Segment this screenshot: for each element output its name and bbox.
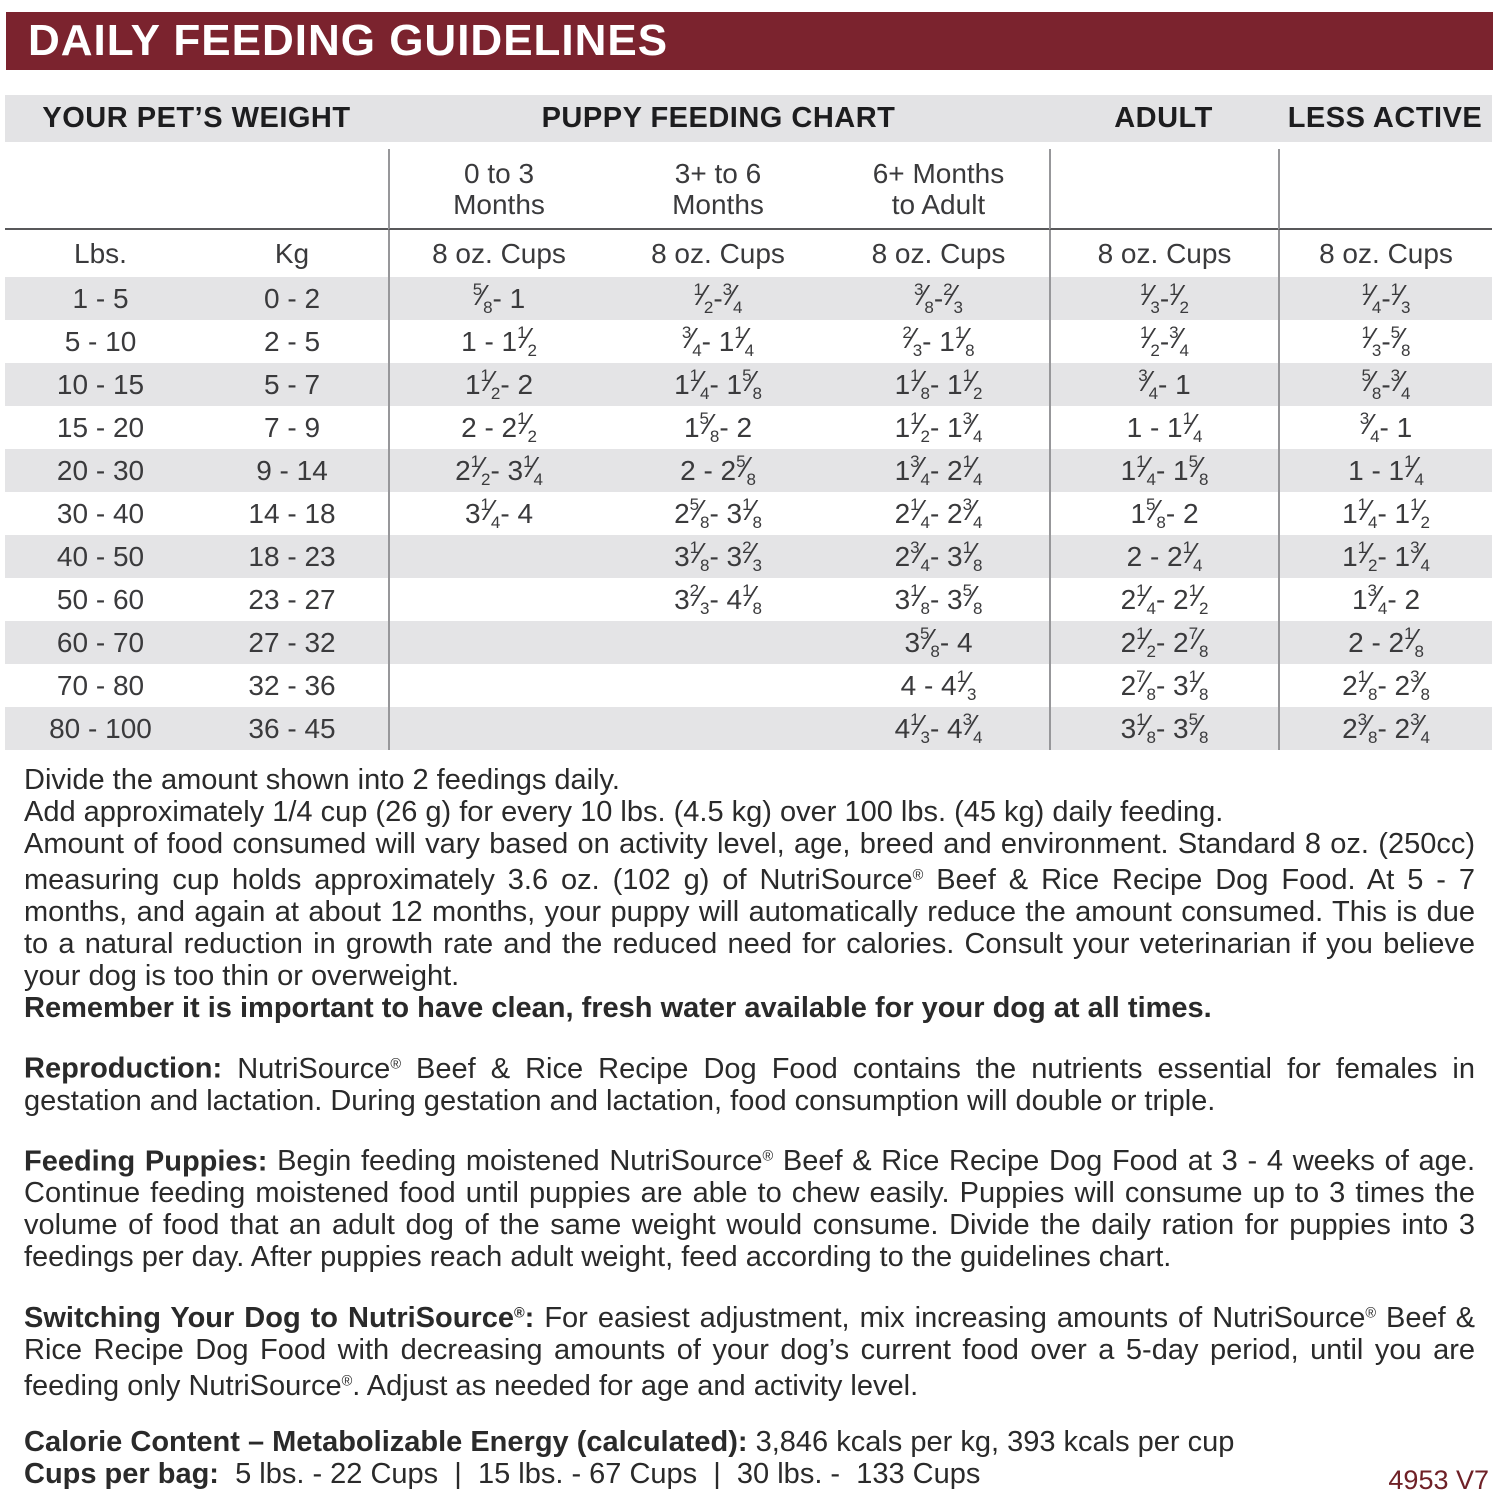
table-cell: 50 - 60	[56, 583, 145, 615]
table-cell: 2 - 2 $^1⁄_8$	[1278, 621, 1492, 664]
fraction: $^5⁄_8$	[689, 494, 710, 532]
fraction: $^1⁄_4$	[480, 494, 501, 532]
fraction: $^3⁄_8$	[914, 279, 934, 317]
table-cell: $^3⁄_4$ - 1	[1278, 406, 1492, 449]
fraction: $^1⁄_8$	[1357, 666, 1378, 704]
fraction: $^1⁄_8$	[689, 537, 710, 575]
table-cell: $^5⁄_8$ - $^3⁄_4$	[1278, 363, 1492, 406]
fraction: $^3⁄_4$	[1359, 408, 1380, 446]
fraction: $^1⁄_2$	[1169, 279, 1189, 317]
table-cell: 1 - 5	[5, 277, 196, 320]
table-cell: 40 - 50	[5, 535, 196, 578]
table-cell: $^3⁄_8$ - $^2⁄_3$	[828, 277, 1049, 320]
fraction: $^3⁄_4$	[1410, 537, 1430, 575]
fraction: $^3⁄_4$	[1169, 322, 1189, 360]
table-cell: 3 $^1⁄_4$ - 4	[388, 492, 608, 535]
registered-mark: ®	[1365, 1305, 1377, 1322]
table-cell: 3+ to 6 Months	[608, 149, 828, 230]
note-paragraph	[24, 828, 1475, 992]
table-cell: $^1⁄_2$ - $^3⁄_4$	[1049, 320, 1278, 363]
fraction: $^1⁄_2$	[1188, 580, 1209, 618]
table-cell: 2 $^1⁄_2$ - 3 $^1⁄_4$	[388, 449, 608, 492]
table-cell: 2 - 5	[263, 325, 321, 357]
table-cell: 32 - 36	[248, 669, 336, 701]
table-cell: 4 - 4 $^1⁄_3$	[900, 666, 977, 704]
fraction: $^3⁄_8$	[1410, 666, 1430, 704]
table-cell: 5 - 7	[196, 363, 388, 406]
table-cell: 60 - 70	[5, 621, 196, 664]
fraction: $^3⁄_4$	[1367, 580, 1388, 618]
fraction: $^1⁄_2$	[517, 408, 537, 446]
table-cell: $^1⁄_3$ - $^5⁄_8$	[1278, 320, 1492, 363]
table-cell: 4 $^1⁄_3$ - 4 $^3⁄_4$	[828, 707, 1049, 750]
table-cell: 3 $^1⁄_8$ - 3 $^2⁄_3$	[608, 535, 828, 578]
fraction: $^5⁄_8$	[736, 451, 756, 489]
table-cell: 6+ Months to Adult	[828, 149, 1049, 230]
note-text: For easiest adjustment, mix increasing amounts of NutriSource® Beef & Rice Recipe Dog Food with decreasing amounts of your dog’s current food over a 5-day period, until you are feeding only NutriSource®. Adjust as needed for age and activity level.	[24, 1301, 1476, 1403]
fraction: $^1⁄_3$	[956, 666, 977, 704]
feeding-table-grid	[5, 149, 1492, 750]
table-cell	[388, 664, 608, 707]
table-cell: 9 - 14	[196, 449, 388, 492]
table-cell: $^3⁄_4$ - 1	[1049, 363, 1278, 406]
table-cell: 70 - 80	[56, 669, 145, 701]
note-paragraph	[24, 992, 1475, 1024]
registered-mark: ®	[341, 1373, 353, 1390]
fraction: $^3⁄_4$	[722, 279, 743, 317]
fraction: $^1⁄_2$	[517, 322, 537, 360]
table-cell: 80 - 100	[5, 707, 196, 750]
table-cell: 1 $^1⁄_2$ - 1 $^3⁄_4$	[1278, 535, 1492, 578]
table-cell: $^1⁄_3$ - $^1⁄_2$	[1049, 277, 1278, 320]
note-paragraph	[24, 796, 1475, 828]
fraction: $^5⁄_8$	[742, 365, 762, 403]
fraction: $^5⁄_8$	[962, 580, 983, 618]
table-cell: 2 - 2 $^1⁄_2$	[388, 406, 608, 449]
table-cell: 15 - 20	[56, 411, 145, 443]
table-cell: $^1⁄_4$ - $^1⁄_3$	[1278, 277, 1492, 320]
note-text: NutriSource® Beef & Rice Recipe Dog Food contains the nutrients essential for females in gestation and lactation. During gestation and lactation, food consumption will double or triple.	[24, 1052, 1476, 1117]
table-cell: 3 $^5⁄_8$ - 4	[828, 621, 1049, 664]
note-lead-text: Remember it is important to have clean, fresh water available for your dog at all times.	[24, 992, 1212, 1025]
fraction: $^5⁄_8$	[1361, 365, 1382, 403]
note-lead-text: Reproduction:	[24, 1052, 238, 1085]
table-cell: 1 - 1 $^1⁄_4$	[1049, 406, 1278, 449]
fraction: $^1⁄_4$	[1361, 279, 1382, 317]
table-cell: 1 $^5⁄_8$ - 2	[683, 408, 753, 446]
fraction: $^7⁄_8$	[1136, 666, 1156, 704]
fraction: $^1⁄_8$	[742, 580, 762, 618]
fraction: $^1⁄_8$	[1136, 709, 1156, 747]
note-lead-text: Feeding Puppies:	[24, 1145, 278, 1178]
fraction: $^1⁄_8$	[962, 537, 983, 575]
fraction: $^5⁄_8$	[1188, 451, 1209, 489]
table-cell: 8 oz. Cups	[871, 237, 1006, 269]
fraction: $^1⁄_3$	[1140, 279, 1160, 317]
table-cell: 1 $^1⁄_2$ - 1 $^3⁄_4$	[894, 408, 983, 446]
fraction: $^1⁄_4$	[1404, 451, 1424, 489]
table-cell: 30 - 40	[56, 497, 145, 529]
group-header-puppy-chart: PUPPY FEEDING CHART	[541, 102, 896, 134]
table-cell: 8 oz. Cups	[1049, 230, 1278, 277]
table-cell: 2 $^1⁄_4$ - 2 $^3⁄_4$	[894, 494, 983, 532]
fraction: $^1⁄_8$	[910, 365, 930, 403]
table-group-header-band	[5, 95, 1492, 142]
fraction: $^1⁄_8$	[954, 322, 975, 360]
table-cell: 3 $^1⁄_8$ - 3 $^5⁄_8$	[1049, 707, 1278, 750]
fraction: $^3⁄_4$	[910, 451, 930, 489]
table-cell: 27 - 32	[196, 621, 388, 664]
fraction: $^1⁄_4$	[1357, 494, 1378, 532]
fraction: $^3⁄_4$	[1410, 709, 1430, 747]
fraction: $^5⁄_8$	[1146, 494, 1166, 532]
table-cell: 1 - 1 $^1⁄_2$	[388, 320, 608, 363]
fraction: $^2⁄_3$	[742, 537, 762, 575]
table-cell: 0 to 3 Months	[388, 149, 608, 230]
fraction: $^3⁄_4$	[962, 494, 983, 532]
group-header-less-active: LESS ACTIVE	[1287, 102, 1483, 134]
fraction: $^1⁄_2$	[1140, 322, 1160, 360]
table-cell: $^2⁄_3$ - 1 $^1⁄_8$	[902, 322, 975, 360]
fraction: $^1⁄_8$	[910, 580, 930, 618]
fraction: $^5⁄_8$	[920, 623, 940, 661]
fraction: $^5⁄_8$	[1390, 322, 1411, 360]
fraction: $^5⁄_8$	[1188, 709, 1209, 747]
table-cell: 2 $^1⁄_8$ - 2 $^3⁄_8$	[1278, 664, 1492, 707]
fraction: $^1⁄_2$	[480, 365, 501, 403]
fraction: $^3⁄_8$	[1357, 709, 1378, 747]
table-cell: 3 $^2⁄_3$ - 4 $^1⁄_8$	[674, 580, 762, 618]
fraction: $^2⁄_3$	[943, 279, 963, 317]
feeding-notes	[24, 764, 1475, 1490]
table-cell	[1049, 149, 1278, 230]
table-cell: 1 - 1 $^1⁄_4$	[1278, 449, 1492, 492]
table-cell: 2 $^1⁄_4$ - 2 $^1⁄_2$	[1049, 578, 1278, 621]
fraction: $^1⁄_4$	[689, 365, 710, 403]
table-cell: 0 - 2	[196, 277, 388, 320]
table-cell: 1 $^1⁄_4$ - 1 $^5⁄_8$	[1049, 449, 1278, 492]
table-cell: 1 $^3⁄_4$ - 2 $^1⁄_4$	[828, 449, 1049, 492]
fraction: $^2⁄_3$	[902, 322, 923, 360]
table-cell: Kg	[274, 237, 310, 269]
fraction: $^5⁄_8$	[472, 279, 493, 317]
table-cell: $^1⁄_2$ - $^3⁄_4$	[608, 277, 828, 320]
fraction: $^3⁄_4$	[962, 408, 983, 446]
note-text: 5 lbs. - 22 Cups | 15 lbs. - 67 Cups | 30 lbs. - 133 Cups	[235, 1458, 981, 1491]
fraction: $^3⁄_4$	[962, 709, 983, 747]
note-lead-text: Switching Your Dog to NutriSource®:	[24, 1301, 545, 1334]
note-lead-text: Calorie Content – Metabolizable Energy (calculated):	[24, 1426, 756, 1459]
fraction: $^1⁄_2$	[962, 365, 983, 403]
note-paragraph	[24, 1297, 1475, 1402]
fraction: $^1⁄_8$	[742, 494, 762, 532]
title-banner	[6, 12, 1493, 70]
table-cell	[608, 621, 828, 664]
fraction: $^1⁄_2$	[1357, 537, 1378, 575]
fraction: $^3⁄_4$	[1390, 365, 1411, 403]
table-cell: 1 $^1⁄_2$ - 2	[388, 363, 608, 406]
group-header-adult: ADULT	[1114, 102, 1213, 134]
note-paragraph	[24, 1458, 1475, 1490]
table-cell	[608, 664, 828, 707]
note-text: 3,846 kcals per kg, 393 kcals per cup	[755, 1426, 1235, 1459]
table-cell	[608, 707, 828, 750]
fraction: $^1⁄_4$	[1182, 537, 1203, 575]
note-text: Divide the amount shown into 2 feedings daily.	[24, 764, 620, 796]
fraction: $^1⁄_8$	[1188, 666, 1209, 704]
registered-mark: ®	[390, 1056, 401, 1073]
table-cell: 8 oz. Cups	[388, 230, 608, 277]
fraction: $^1⁄_2$	[693, 279, 714, 317]
fraction: $^3⁄_4$	[681, 322, 702, 360]
table-cell	[388, 707, 608, 750]
table-cell: 3 $^1⁄_8$ - 3 $^5⁄_8$	[894, 580, 983, 618]
registered-mark: ®	[762, 1148, 774, 1165]
fraction: $^1⁄_3$	[1390, 279, 1411, 317]
feeding-table	[5, 95, 1492, 750]
table-cell: $^3⁄_4$ - 1 $^1⁄_4$	[681, 322, 755, 360]
table-cell: 8 oz. Cups	[651, 237, 785, 269]
fraction: $^1⁄_4$	[1136, 451, 1156, 489]
note-paragraph	[24, 1141, 1475, 1273]
table-cell	[388, 535, 608, 578]
fraction: $^1⁄_2$	[1136, 623, 1156, 661]
fraction: $^2⁄_3$	[689, 580, 710, 618]
fraction: $^1⁄_4$	[910, 494, 930, 532]
table-cell: 23 - 27	[248, 583, 336, 615]
fraction: $^5⁄_8$	[699, 408, 720, 446]
table-cell: 1 $^1⁄_4$ - 1 $^5⁄_8$	[608, 363, 828, 406]
table-cell: 5 - 10	[64, 325, 137, 357]
fraction: $^1⁄_4$	[962, 451, 983, 489]
table-cell: $^5⁄_8$ - 1	[388, 277, 608, 320]
page-title: DAILY FEEDING GUIDELINES	[28, 16, 669, 65]
table-cell: 2 - 2 $^5⁄_8$	[608, 449, 828, 492]
note-paragraph	[24, 1426, 1475, 1458]
table-cell: 10 - 15	[5, 363, 196, 406]
table-cell: 2 $^7⁄_8$ - 3 $^1⁄_8$	[1049, 664, 1278, 707]
table-cell: 2 $^5⁄_8$ - 3 $^1⁄_8$	[674, 494, 762, 532]
table-cell	[388, 621, 608, 664]
fraction: $^1⁄_3$	[1361, 322, 1382, 360]
table-cell	[1278, 149, 1492, 230]
table-cell: 36 - 45	[196, 707, 388, 750]
table-cell: Lbs.	[74, 237, 127, 269]
table-cell: 7 - 9	[263, 411, 321, 443]
note-text: Add approximately 1/4 cup (26 g) for every 10 lbs. (4.5 kg) over 100 lbs. (45 kg) daily feeding.	[24, 796, 1224, 828]
fraction: $^1⁄_3$	[910, 709, 930, 747]
fraction: $^1⁄_2$	[910, 408, 930, 446]
table-cell: 2 $^1⁄_2$ - 2 $^7⁄_8$	[1049, 621, 1278, 664]
fraction: $^7⁄_8$	[1188, 623, 1209, 661]
note-text: Begin feeding moistened NutriSource® Beef & Rice Recipe Dog Food at 3 - 4 weeks of age. Continue feeding moistened food until puppies are able to chew easily. Puppies will consume up to 3 times the volume of food that an adult dog of the same weight would consume. Divide the daily ration for puppies into 3 feedings per day. After puppies reach adult weight, feed according to the guidelines chart.	[24, 1145, 1475, 1274]
fraction: $^1⁄_4$	[1136, 580, 1156, 618]
table-cell: 1 $^1⁄_8$ - 1 $^1⁄_2$	[828, 363, 1049, 406]
table-cell: 1 $^5⁄_8$ - 2	[1049, 492, 1278, 535]
fraction: $^1⁄_8$	[1404, 623, 1424, 661]
table-cell	[5, 149, 196, 230]
note-paragraph	[24, 764, 1475, 796]
table-cell: 14 - 18	[248, 497, 336, 529]
note-text: Amount of food consumed will vary based on activity level, age, breed and environment. Standard 8 oz. (250cc) measuring cup holds approximately 3.6 oz. (102 g) of NutriSource® Beef & Rice Recipe Dog Food. At 5 - 7 months, and again at about 12 months, your puppy will automatically reduce the amount consumed. This is due to a natural reduction in growth rate and the reduced need for calories. Consult your veterinarian if you believe your dog is too thin or overweight.	[24, 828, 1475, 993]
table-cell: 2 - 2 $^1⁄_4$	[1049, 535, 1278, 578]
registered-mark: ®	[912, 868, 924, 884]
fraction: $^1⁄_4$	[734, 322, 755, 360]
note-paragraph	[24, 1048, 1475, 1116]
fraction: $^1⁄_2$	[1410, 494, 1430, 532]
fraction: $^3⁄_4$	[1138, 365, 1159, 403]
table-cell	[388, 578, 608, 621]
footer-code: 4953 V7	[1388, 1465, 1489, 1495]
table-cell: 20 - 30	[5, 449, 196, 492]
group-header-pet-weight: YOUR PET’S WEIGHT	[42, 102, 351, 134]
fraction: $^1⁄_4$	[1182, 408, 1203, 446]
table-cell: 2 $^3⁄_8$ - 2 $^3⁄_4$	[1278, 707, 1492, 750]
table-cell: 1 $^3⁄_4$ - 2	[1278, 578, 1492, 621]
table-cell	[196, 149, 388, 230]
table-cell: 1 $^1⁄_4$ - 1 $^1⁄_2$	[1278, 492, 1492, 535]
fraction: $^1⁄_4$	[523, 451, 543, 489]
fraction: $^1⁄_2$	[470, 451, 491, 489]
table-cell: 8 oz. Cups	[1278, 230, 1492, 277]
fraction: $^3⁄_4$	[910, 537, 930, 575]
table-cell: 2 $^3⁄_4$ - 3 $^1⁄_8$	[828, 535, 1049, 578]
registered-mark: ®	[513, 1305, 525, 1322]
note-lead-text: Cups per bag:	[24, 1458, 236, 1491]
table-cell: 18 - 23	[196, 535, 388, 578]
